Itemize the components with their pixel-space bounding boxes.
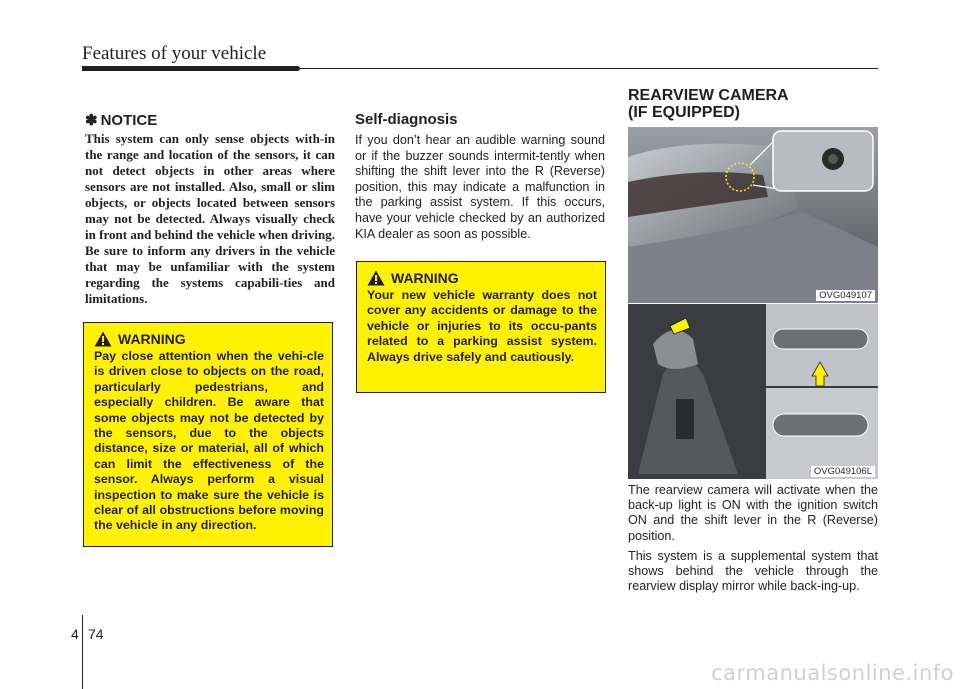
warning-box-warranty — [356, 261, 606, 393]
rearview-mirror-figure — [628, 303, 878, 479]
rearview-camera-paragraph: The rearview camera will activate when the back-up light is ON with the ignition switch ON and the shift lever in the R (Reverse) position. — [628, 483, 878, 543]
notice-heading — [85, 111, 335, 129]
warning-body: Your new vehicle warranty does not cover any accidents or damage to the vehicle or injuries to its occu-pants related to a parking assist system. Always drive safely and cautiously. — [367, 288, 597, 364]
rear-camera-location-figure — [628, 127, 878, 303]
watermark-text: carmanualsonline.info — [711, 661, 954, 685]
self-diagnosis-title: Self-diagnosis — [355, 111, 458, 128]
warning-heading — [367, 270, 597, 286]
warning-triangle-icon — [367, 270, 385, 286]
warning-body: Pay close attention when the vehi-cle is driven close to objects on the road, particularly pedestrians, and especially children. Be aware that some objects may not be detected by the sensors, due to the objects distance, size or material, all of which can limit the effectiveness of the sensor. Always perform a visual inspection to make sure the vehicle is clear of all obstructions before moving the vehicle in any direction. — [94, 349, 324, 533]
warning-heading — [94, 331, 324, 347]
page-number-divider — [82, 615, 83, 689]
notice-title: NOTICE — [100, 111, 158, 129]
car-rear-illustration — [628, 127, 878, 303]
notice-symbol-icon: ✽ — [85, 112, 98, 129]
header-rule-thin — [296, 68, 878, 69]
figure-code: OVG049106L — [811, 466, 875, 477]
rearview-camera-title-line1: REARVIEW CAMERA — [628, 87, 789, 104]
warning-title: WARNING — [391, 270, 459, 286]
notice-section — [85, 111, 335, 307]
notice-body: This system can only sense objects with-in the range and location of the sensors, it can not detect objects in other areas where sensors are not installed. Also, small or slim objects, or objects located between sensors may not be detected. Always visually check in front and behind the vehicle when driving. Be sure to inform any drivers in the vehicle that may be unfamiliar with the system regarding the systems capabili-ties and limitations. — [85, 131, 335, 306]
warning-title: WARNING — [118, 331, 186, 347]
rearview-camera-title-line2: (IF EQUIPPED) — [628, 104, 741, 121]
shift-lever-mirror-illustration — [628, 304, 878, 479]
rearview-camera-paragraph: This system is a supplemental system that shows behind the vehicle through the rearview display mirror while back-ing-up. — [628, 548, 878, 594]
self-diagnosis-body: If you don’t hear an audible warning sound or if the buzzer sounds intermit-tently when shifting the shift lever into the R (Reverse) position, this may indicate a malfunction in the parking assist system. If this occurs, have your vehicle checked by an authorized KIA dealer as soon as possible. — [355, 133, 605, 241]
chapter-number: 4 — [71, 626, 79, 642]
header-title: Features of your vehicle — [82, 43, 267, 64]
warning-triangle-icon — [94, 331, 112, 347]
warning-box-sensors — [83, 322, 333, 547]
header-rule-thick — [82, 66, 300, 71]
rearview-camera-title — [628, 87, 878, 121]
page-number: 74 — [88, 626, 104, 642]
figure-code: OVG049107 — [816, 290, 875, 301]
rearview-camera-body — [628, 483, 878, 599]
